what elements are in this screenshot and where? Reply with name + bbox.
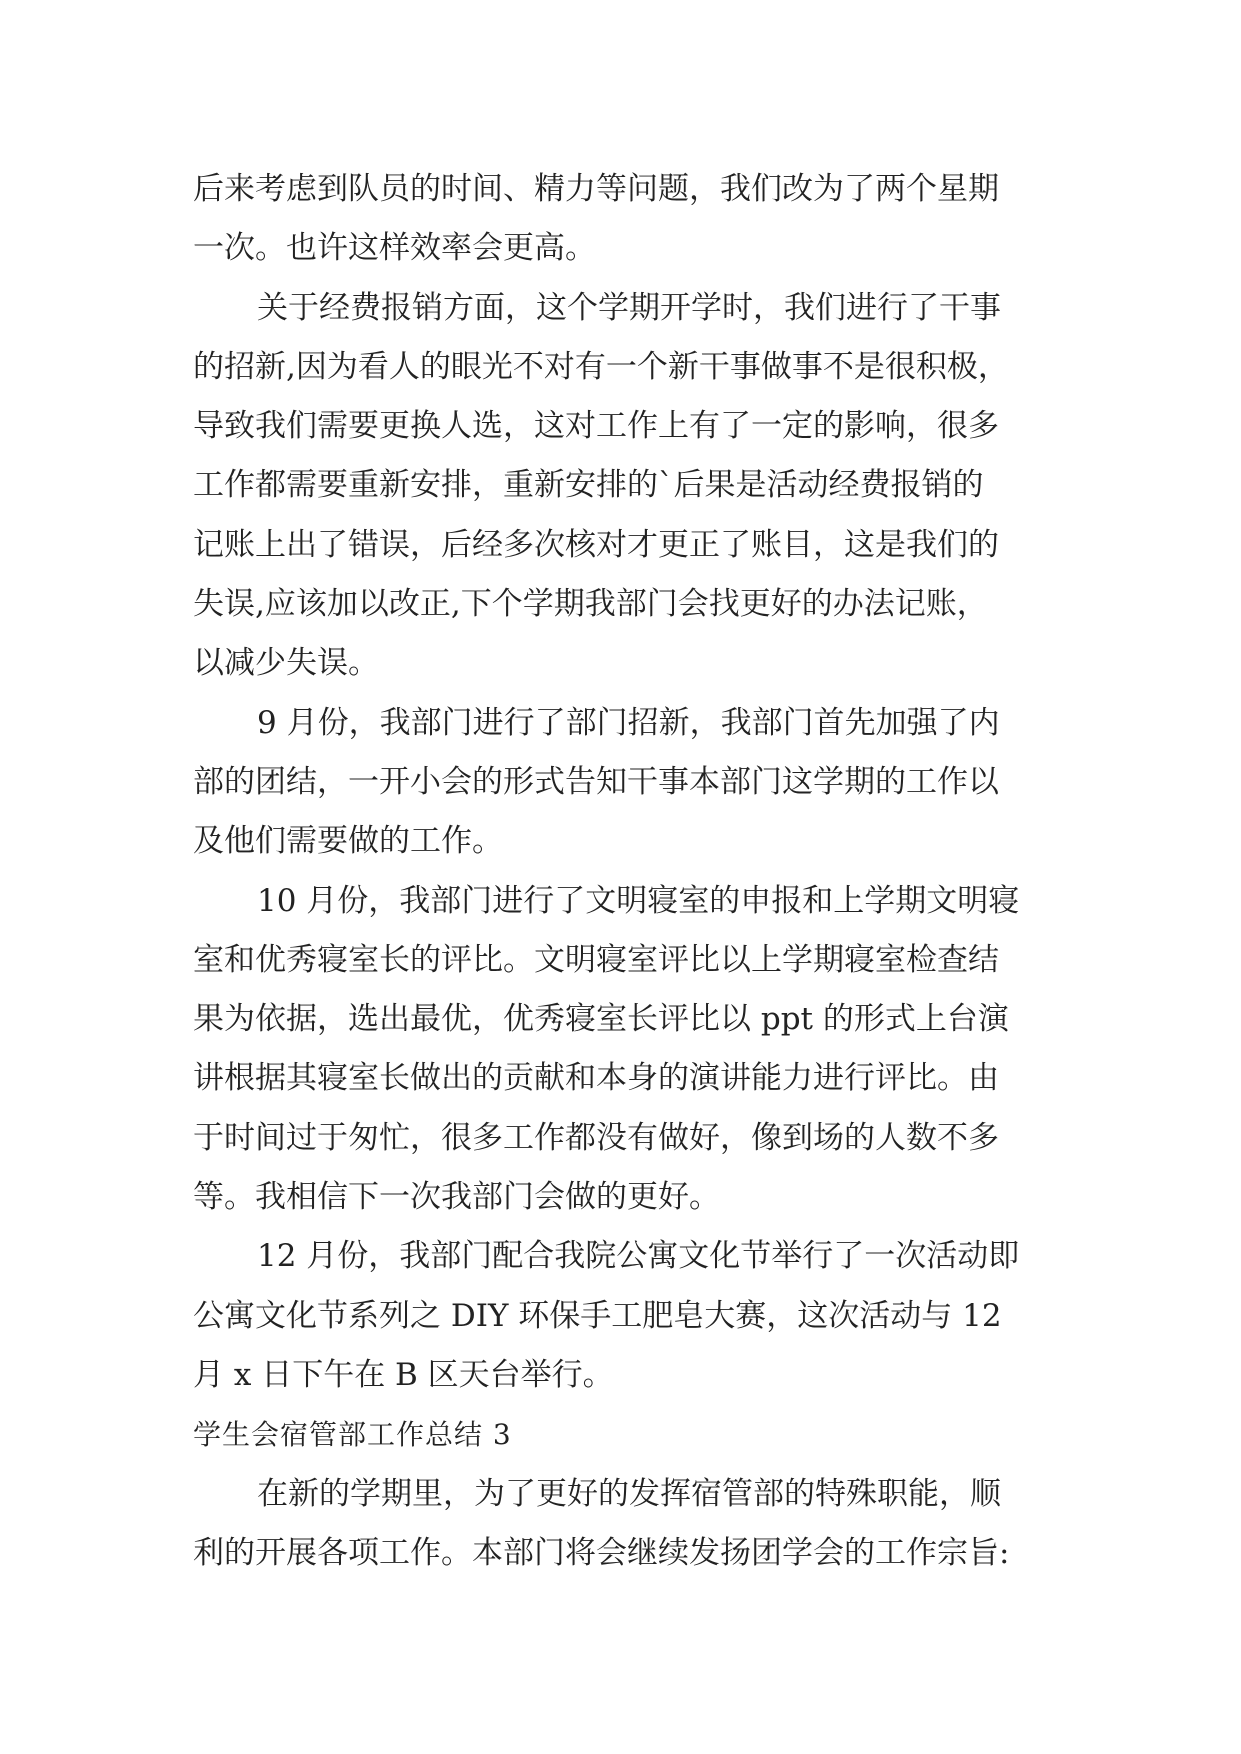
paragraph-start-line: 9 月份，我部门进行了部门招新，我部门首先加强了内 <box>257 704 1000 741</box>
text-line: 导致我们需要更换人选，这对工作上有了一定的影响，很多 <box>193 408 999 445</box>
text-line: 后来考虑到队员的时间、精力等问题，我们改为了两个星期 <box>193 171 999 207</box>
text-line: 室和优秀寝室长的评比。文明寝室评比以上学期寝室检查结 <box>193 941 999 978</box>
text-line: 利的开展各项工作。本部门将会继续发扬团学会的工作宗旨: <box>193 1534 1010 1571</box>
text-line: 部的团结，一开小会的形式告知干事本部门这学期的工作以 <box>193 763 999 800</box>
paragraph-start-line: 10 月份，我部门进行了文明寝室的申报和上学期文明寝 <box>257 882 1020 919</box>
text-line: 及他们需要做的工作。 <box>193 823 503 860</box>
text-line: 失误,应该加以改正,下个学期我部门会找更好的办法记账， <box>193 586 988 623</box>
text-line: 公寓文化节系列之 DIY 环保手工肥皂大赛，这次活动与 12 <box>193 1297 1002 1334</box>
text-line: 工作都需要重新安排，重新安排的`后果是活动经费报销的 <box>193 467 984 504</box>
text-line: 以减少失误。 <box>193 645 379 682</box>
text-line: 的招新,因为看人的眼光不对有一个新干事做事不是很积极， <box>193 348 1009 385</box>
paragraph-start-line: 12 月份，我部门配合我院公寓文化节举行了一次活动即 <box>257 1238 1020 1275</box>
section-heading: 学生会宿管部工作总结 3 <box>193 1418 512 1452</box>
text-line: 月 x 日下午在 B 区天台举行。 <box>193 1356 614 1393</box>
text-line: 果为依据，选出最优，优秀寝室长评比以 ppt 的形式上台演 <box>193 1001 1009 1038</box>
text-line: 一次。也许这样效率会更高。 <box>193 230 596 267</box>
text-line: 等。我相信下一次我部门会做的更好。 <box>193 1179 720 1216</box>
paragraph-start-line: 关于经费报销方面，这个学期开学时，我们进行了干事 <box>257 289 1001 326</box>
text-line: 记账上出了错误，后经多次核对才更正了账目，这是我们的 <box>193 526 999 563</box>
paragraph-start-line: 在新的学期里，为了更好的发挥宿管部的特殊职能，顺 <box>257 1475 1001 1512</box>
document-body <box>193 160 1053 1583</box>
text-line: 讲根据其寝室长做出的贡献和本身的演讲能力进行评比。由 <box>193 1060 999 1097</box>
text-line: 于时间过于匆忙，很多工作都没有做好，像到场的人数不多 <box>193 1119 999 1156</box>
